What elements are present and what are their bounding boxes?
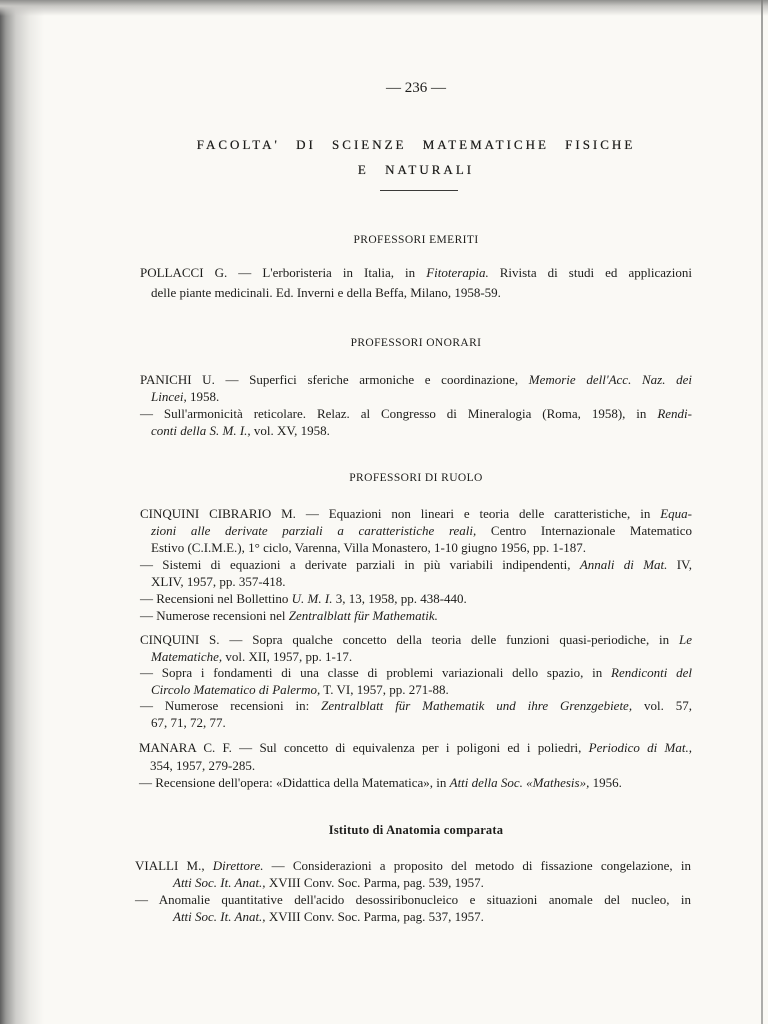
citation-text: vol. 57, xyxy=(632,698,693,713)
citation-text: Centro Internazionale Matematico xyxy=(476,523,692,538)
italic-citation-title: Le xyxy=(679,632,692,647)
entry-continuation-line xyxy=(140,283,692,303)
citation-text: — Considerazioni a proposito del metodo di fissazione congelazione, in xyxy=(263,858,691,873)
entry-author-line xyxy=(140,632,692,649)
citation-text: 1958. xyxy=(186,389,220,404)
entry-author-line xyxy=(140,505,692,522)
entry-subitem-line xyxy=(140,698,692,715)
italic-citation-title: Equa- xyxy=(660,506,692,521)
citation-text: 3, 13, 1958, pp. 438-440. xyxy=(332,591,467,606)
page-number: — 236 — xyxy=(386,80,446,96)
citation-text: 354, 1957, 279-285. xyxy=(150,757,256,773)
citation-text: — Sistemi di equazioni a derivate parziali in più variabili indipendenti, xyxy=(140,557,580,572)
italic-citation-title: Atti Soc. It. Anat., xyxy=(173,909,266,924)
italic-citation-title: Zentralblatt für Mathematik und ihre Grenzgebiete, xyxy=(321,698,633,713)
citation-text: — Numerose recensioni nel xyxy=(140,608,289,623)
italic-citation-title: Lincei, xyxy=(151,389,187,404)
italic-citation-title: Annali di Mat. xyxy=(579,557,668,572)
institute-heading: Istituto di Anatomia comparata xyxy=(328,823,504,837)
italic-citation-title: Fitoterapia. xyxy=(426,265,489,280)
entry-author-line xyxy=(139,739,692,757)
entry-continuation-line xyxy=(140,649,692,666)
faculty-title-line2: E NATURALI xyxy=(357,162,475,177)
entry-continuation-line xyxy=(139,757,692,775)
citation-text: PANICHI U. — Superfici sferiche armoniche e coordinazione, xyxy=(140,372,529,387)
citation-text: — Sopra i fondamenti di una classe di problemi variazionali dello spazio, in xyxy=(140,665,612,680)
entry-vialli xyxy=(135,857,691,925)
citation-text: XVIII Conv. Soc. Parma, pag. 539, 1957. xyxy=(265,875,484,890)
citation-text: — Numerose recensioni in: xyxy=(140,698,322,713)
section-heading-emeriti: PROFESSORI EMERITI xyxy=(353,234,479,246)
entry-continuation-line xyxy=(135,908,691,925)
citation-text: XVIII Conv. Soc. Parma, pag. 537, 1957. xyxy=(265,909,484,924)
entry-cinquini xyxy=(140,632,692,731)
citation-text: CINQUINI CIBRARIO M. — Equazioni non lineari e teoria delle caratteristiche, in xyxy=(140,506,661,521)
entry-continuation-line xyxy=(140,388,692,405)
entry-continuation-line xyxy=(140,715,692,732)
citation-text: 1956. xyxy=(589,775,622,790)
italic-citation-title: zioni alle derivate parziali a caratteristiche reali, xyxy=(151,523,477,538)
citation-text: vol. XV, 1958. xyxy=(250,423,330,438)
citation-text: IV, xyxy=(667,557,692,572)
entry-continuation-line xyxy=(140,539,692,556)
citation-text: delle piante medicinali. Ed. Inverni e della Beffa, Milano, 1958-59. xyxy=(151,285,501,300)
entry-continuation-line xyxy=(135,874,691,891)
entry-author-line xyxy=(140,371,692,388)
italic-citation-title: Circolo Matematico di Palermo, xyxy=(151,681,321,697)
section-heading-ruolo: PROFESSORI DI RUOLO xyxy=(349,472,483,484)
title-rule xyxy=(380,190,458,191)
citation-text: — Anomalie quantitative dell'acido desossiribonucleico e situazioni anomale del nucleo, in xyxy=(135,892,691,907)
faculty-title: FACOLTA' DI SCIENZE MATEMATICHE FISICHE xyxy=(196,137,636,152)
entry-pollacci xyxy=(140,263,692,303)
scan-edge-left xyxy=(0,0,44,1024)
entry-cinquini-cibrario xyxy=(140,505,692,624)
entry-continuation-line xyxy=(140,522,692,539)
italic-citation-title: U. M. I. xyxy=(291,591,333,606)
entry-subitem-line xyxy=(140,590,692,607)
entry-subitem-line xyxy=(140,405,692,422)
citation-text: CINQUINI S. — Sopra qualche concetto della teoria delle funzioni quasi-periodiche, in xyxy=(140,632,679,647)
italic-citation-title: Periodico di Mat., xyxy=(588,740,692,755)
citation-text: — Recensione dell'opera: «Didattica della Matematica», in xyxy=(139,775,450,790)
italic-citation-title: Direttore. xyxy=(212,858,264,873)
citation-text: POLLACCI G. — L'erboristeria in Italia, in xyxy=(140,265,427,280)
entry-subitem-line xyxy=(140,607,692,624)
italic-citation-title: Atti Soc. It. Anat., xyxy=(173,875,266,890)
entry-manara xyxy=(139,739,692,792)
entry-continuation-line xyxy=(140,573,692,590)
entry-subitem-line xyxy=(140,665,692,682)
entry-subitem-line xyxy=(139,774,692,792)
citation-text: T. VI, 1957, pp. 271-88. xyxy=(320,681,449,697)
italic-citation-title: conti della S. M. I., xyxy=(151,423,251,438)
entry-subitem-line xyxy=(140,556,692,573)
citation-text: MANARA C. F. — Sul concetto di equivalenza per i poligoni ed i poliedri, xyxy=(139,740,589,755)
entry-continuation-line xyxy=(140,682,692,699)
citation-text: Estivo (C.I.M.E.), 1° ciclo, Varenna, Villa Monastero, 1-10 giugno 1956, pp. 1-187. xyxy=(151,540,587,555)
scan-edge-top xyxy=(0,0,768,16)
citation-text: — Recensioni nel Bollettino xyxy=(140,591,292,606)
citation-text: — Sull'armonicità reticolare. Relaz. al Congresso di Mineralogia (Roma, 1958), in xyxy=(140,406,658,421)
italic-citation-title: Matematiche, xyxy=(151,648,223,664)
italic-citation-title: Rendiconti del xyxy=(611,665,692,680)
italic-citation-title: Rendi- xyxy=(657,406,692,421)
section-heading-onorari: PROFESSORI ONORARI xyxy=(350,337,482,349)
citation-text: VIALLI M., xyxy=(135,858,213,873)
entry-continuation-line xyxy=(140,422,692,439)
italic-citation-title: Atti della Soc. «Mathesis», xyxy=(449,775,590,790)
citation-text: Rivista di studi ed applicazioni xyxy=(488,265,692,280)
scan-edge-right xyxy=(761,0,763,1024)
italic-citation-title: Zentralblatt für Mathematik. xyxy=(288,608,438,623)
citation-text: vol. XII, 1957, pp. 1-17. xyxy=(222,648,353,664)
citation-text: XLIV, 1957, pp. 357-418. xyxy=(151,574,286,589)
entry-subitem-line xyxy=(135,891,691,908)
citation-text: 67, 71, 72, 77. xyxy=(151,714,226,730)
entry-author-line xyxy=(135,857,691,874)
entry-author-line xyxy=(140,263,692,283)
entry-panichi xyxy=(140,371,692,439)
italic-citation-title: Memorie dell'Acc. Naz. dei xyxy=(528,372,692,387)
